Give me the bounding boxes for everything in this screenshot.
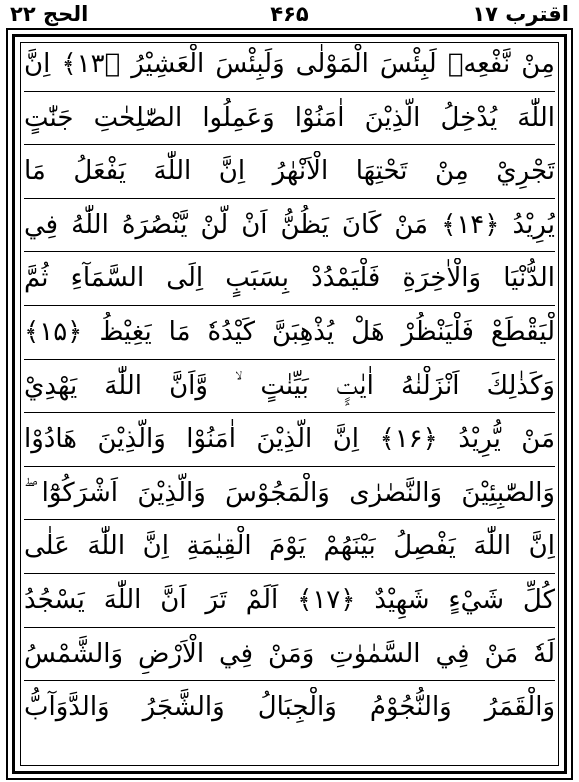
verse-text: مَنْ يُّرِيْدُ ﴿۱۶﴾ اِنَّ الَّذِيْنَ اٰمَنُوْا وَالَّذِيْنَ هَادُوْا xyxy=(24,424,555,455)
text-line xyxy=(24,199,555,253)
text-line xyxy=(24,306,555,360)
text-line xyxy=(24,92,555,146)
verse-text: لَهٗ مَنْ فِي السَّمٰوٰتِ وَمَنْ فِي الْاَرْضِ وَالشَّمْسُ xyxy=(24,638,555,669)
page-header xyxy=(0,0,579,28)
surah-label: الحج ۲۲ xyxy=(10,2,89,26)
text-line xyxy=(24,360,555,414)
text-line xyxy=(24,38,555,92)
verse-text: مِنْ نَّفْعِهٖ لَبِئْسَ الْمَوْلٰى وَلَبِئْسَ الْعَشِيْرُ ﴿۱۳﴾ اِنَّ xyxy=(24,49,555,79)
text-line xyxy=(24,252,555,306)
text-line xyxy=(24,520,555,574)
verse-text: وَكَذٰلِكَ اَنْزَلْنٰهُ اٰيٰتٍۭ بَيِّنٰتٍ ۙ وَّاَنَّ اللّٰهَ يَهْدِيْ xyxy=(24,370,555,401)
quran-text-block xyxy=(24,38,555,774)
verse-text: اللّٰهَ يُدْخِلُ الَّذِيْنَ اٰمَنُوْا وَعَمِلُوا الصّٰلِحٰتِ جَنّٰتٍ xyxy=(24,102,555,133)
text-line xyxy=(24,413,555,467)
text-line xyxy=(24,681,555,735)
verse-text: يُرِيْدُ ﴿۱۴﴾ مَنْ كَانَ يَظُنُّ اَنْ لَّنْ يَّنْصُرَهُ اللّٰهُ فِي xyxy=(24,209,555,240)
text-line xyxy=(24,145,555,199)
verse-text: تَجْرِيْ مِنْ تَحْتِهَا الْاَنْهٰرُ اِنَّ اللّٰهَ يَفْعَلُ مَا xyxy=(24,156,555,187)
page-number: ۴۶۵ xyxy=(270,2,309,26)
verse-text: لْيَقْطَعْ فَلْيَنْظُرْ هَلْ يُذْهِبَنَّ كَيْدُهٗ مَا يَغِيْظُ ﴿۱۵﴾ xyxy=(24,316,555,347)
verse-text: كُلِّ شَيْءٍ شَهِيْدٌ ﴿۱۷﴾ اَلَمْ تَرَ اَنَّ اللّٰهَ يَسْجُدُ xyxy=(24,584,555,615)
text-line xyxy=(24,574,555,628)
verse-text: اِنَّ اللّٰهَ يَفْصِلُ بَيْنَهُمْ يَوْمَ الْقِيٰمَةِ اِنَّ اللّٰهَ عَلٰى xyxy=(24,531,555,562)
verse-text: الدُّنْيَا وَالْاٰخِرَةِ فَلْيَمْدُدْ بِسَبَبٍ اِلَى السَّمَآءِ ثُمَّ xyxy=(24,263,555,294)
juz-label: اقترب ۱۷ xyxy=(472,2,569,26)
verse-text: وَالصّٰبِئِيْنَ وَالنَّصٰرٰى وَالْمَجُوْسَ وَالَّذِيْنَ اَشْرَكُوْٓا ۖ xyxy=(24,477,555,508)
text-line xyxy=(24,467,555,521)
verse-text: وَالْقَمَرُ وَالنُّجُوْمُ وَالْجِبَالُ وَالشَّجَرُ وَالدَّوَآبُّ xyxy=(24,692,555,723)
text-line xyxy=(24,628,555,682)
